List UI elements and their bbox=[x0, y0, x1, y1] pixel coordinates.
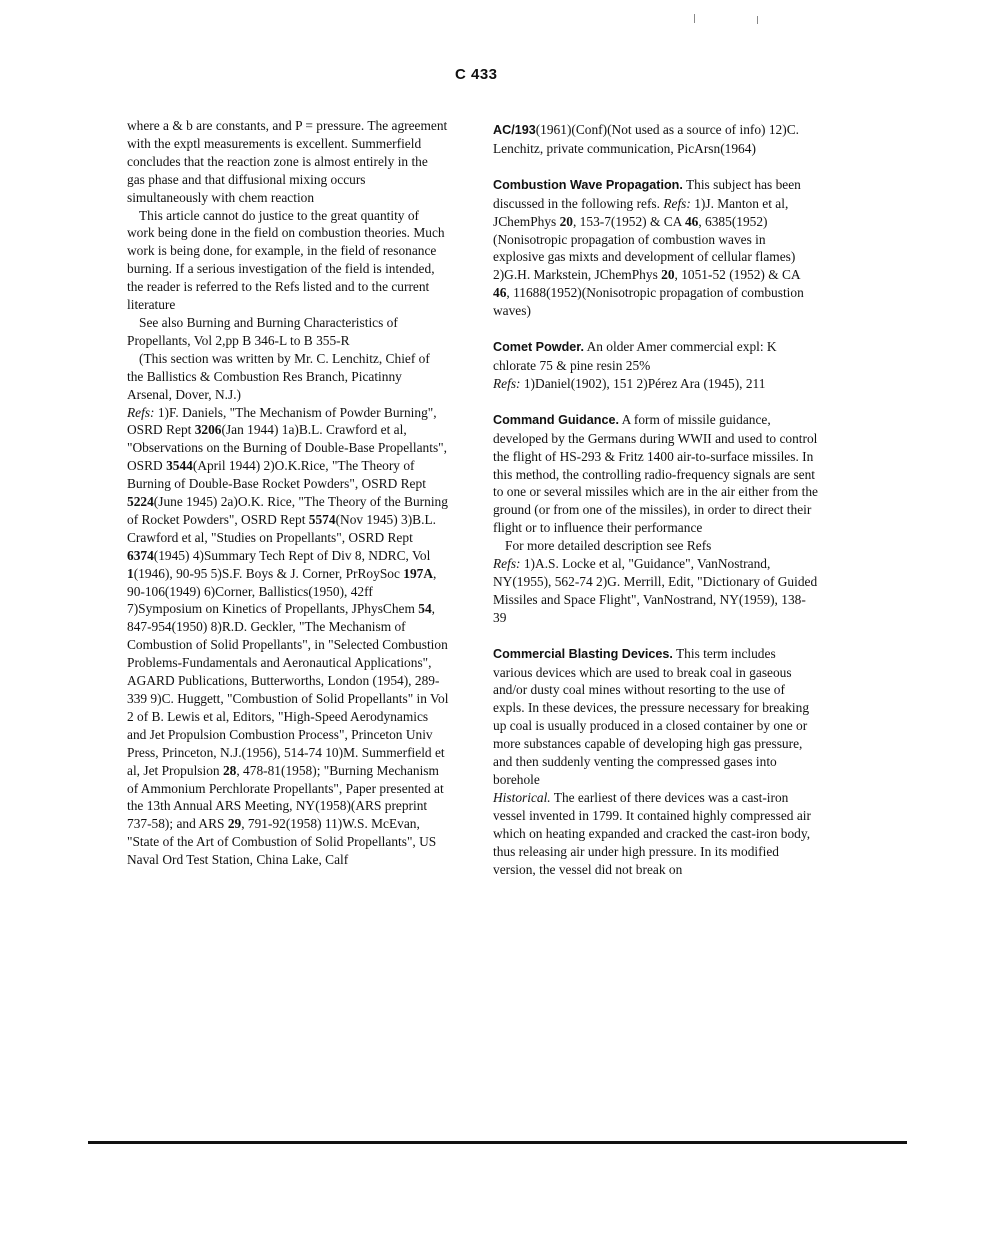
ref-bold: 20 bbox=[559, 213, 573, 229]
ref-bold: 28 bbox=[222, 762, 237, 778]
scan-speck bbox=[694, 14, 695, 23]
entry-refs bbox=[493, 555, 818, 627]
entry-text: , 1051-52 (1952) & CA bbox=[674, 267, 800, 283]
ref-text: (1945) 4)Summary Tech Rept of Div 8, NDRC, Vol bbox=[153, 547, 431, 563]
entry-text: For more detailed description see Refs bbox=[505, 538, 712, 554]
refs-label: Refs: bbox=[663, 195, 691, 211]
entry-title: Command Guidance. bbox=[493, 412, 619, 427]
entry-text: 1)A.S. Locke et al, "Guidance", VanNostrand, NY(1955), 562-74 2)G. Merrill, Edit, "Dictionary of Guided Missiles and Space Flight", VanNostrand, NY(1959), 138-39 bbox=[493, 556, 818, 625]
left-column bbox=[127, 117, 449, 869]
ref-text: 1)F. Daniels, "The Mechanism of Powder Burning", OSRD Rept bbox=[127, 404, 437, 438]
ref-text: (1946), 90-95 5)S.F. Boys & J. Corner, PrRoySoc bbox=[133, 565, 404, 581]
ref-bold: 6374 bbox=[127, 547, 154, 563]
spacer bbox=[493, 320, 818, 338]
entry-title: Commercial Blasting Devices. bbox=[493, 646, 673, 661]
ref-bold: 197A bbox=[403, 565, 434, 581]
subheading: Historical. bbox=[493, 789, 551, 805]
ref-text: (1961)(Conf)(Not used as a source of info) 12)C. Lenchitz, private communication, PicArsn(1964) bbox=[493, 122, 799, 156]
ref-bold: AC/193 bbox=[493, 123, 536, 137]
ref-bold: 46 bbox=[684, 213, 699, 229]
paragraph: This article cannot do justice to the great quantity of work being done in the field on combustion theories. Much work is being done, for example, in the field of resonance burning. If a serious investigation of the field is intended, the reader is referred to the Refs listed and to the current literature bbox=[127, 207, 445, 313]
entry-commercial-blasting-devices bbox=[493, 645, 818, 789]
ref-bold: 20 bbox=[661, 267, 675, 283]
entry-text: 1)J. Manton et al, JChemPhys bbox=[493, 195, 789, 229]
entry-text: , 11688(1952)(Nonisotropic propagation of combustion waves) bbox=[493, 285, 804, 319]
paragraph: See also Burning and Burning Characteristics of Propellants, Vol 2,pp B 346-L to B 355-R bbox=[127, 314, 398, 348]
ref-bold: 3206 bbox=[194, 422, 222, 438]
ref-bold: 3544 bbox=[166, 458, 193, 474]
ref-bold: 5224 bbox=[127, 494, 154, 510]
paragraph: where a & b are constants, and P = pressure. The agreement with the exptl measurements is excellent. Summerfield concludes that the reaction zone is almost entirely in the gas phase and that diffusional mixing occurs simultaneously with chem reaction bbox=[127, 118, 448, 205]
references-paragraph bbox=[127, 404, 449, 870]
ref-bold: 5574 bbox=[308, 511, 336, 527]
continued-reference bbox=[493, 121, 818, 158]
ref-text: , 847-954(1950) 8)R.D. Geckler, "The Mechanism of Combustion of Solid Propellants", in "Selected Combustion Problems-Fundamentals and Aeronautical Applications", AGARD Publications, Butterworths, London (1954), 289-339 9)C. Huggett, "Combustion of Solid Propellants" in Vol 2 of B. Lewis et al, Editors, "High-Speed Aerodynamics and Jet Propulsion Combustion Process", Princeton Univ Press, Princeton, N.J.(1956), 514-74 10)M. Summerfield et al, Jet Propulsion bbox=[127, 601, 449, 778]
entry-text: 1)Daniel(1902), 151 2)Pérez Ara (1945), 211 bbox=[520, 375, 766, 391]
ref-bold: 1 bbox=[127, 565, 134, 581]
entry-text: This term includes various devices which are used to break coal in gaseous and/or dusty coal mines without resorting to the use of expls. In these devices, the pressure necessary for breaking up coal is usually produced in a closed container by one or more substances capable of developing high gas pressure, and then suddenly venting the compressed gases into borehole bbox=[493, 645, 810, 787]
entry-combustion-wave-propagation bbox=[493, 176, 818, 320]
spacer bbox=[493, 627, 818, 645]
entry-title: Combustion Wave Propagation. bbox=[493, 177, 683, 192]
ref-text: , 478-81(1958); "Burning Mechanism of Ammonium Perchlorate Propellants", Paper presented at the 13th Annual ARS Meeting, NY(1958)(ARS preprint 737-58); and ARS bbox=[127, 762, 444, 832]
refs-label: Refs: bbox=[493, 556, 521, 572]
ref-text: (Nov 1945) 3)B.L. Crawford et al, "Studies on Propellants", OSRD Rept bbox=[127, 511, 436, 545]
entry-text: , 153-7(1952) & CA bbox=[572, 213, 685, 229]
ref-text: (June 1945) 2a)O.K. Rice, "The Theory of the Burning of Rocket Powders", OSRD Rept bbox=[127, 494, 448, 527]
scan-speck bbox=[757, 16, 758, 24]
entry-text: An older Amer commercial expl: K chlorate 75 & pine resin 25% bbox=[493, 339, 777, 373]
entry-text: This subject has been discussed in the following refs. bbox=[493, 176, 801, 211]
entry-text: , 6385(1952)(Nonisotropic propagation of combustion waves in explosive gas mixts and development of cellular flames) 2)G.H. Markstein, JChemPhys bbox=[493, 213, 796, 283]
refs-label: Refs: bbox=[127, 404, 155, 420]
entry-comet-powder bbox=[493, 338, 818, 375]
entry-refs bbox=[493, 375, 818, 393]
ref-text: (Jan 1944) 1a)B.L. Crawford et al, "Observations on the Burning of Double-Base Propellants", OSRD bbox=[127, 422, 447, 474]
entry-command-guidance bbox=[493, 411, 818, 537]
entry-title: Comet Powder. bbox=[493, 340, 584, 355]
right-column bbox=[493, 121, 818, 878]
ref-text: , 791-92(1958) 11)W.S. McEvan, "State of the Art of Combustion of Solid Propellants", US Naval Ord Test Station, China Lake, Calf bbox=[127, 816, 437, 868]
page-number: C 433 bbox=[455, 66, 498, 83]
ref-bold: 54 bbox=[418, 601, 432, 617]
entry-text: A form of missile guidance, developed by the Germans during WWII and used to control the flight of HS-293 & Fritz 1400 air-to-surface missiles. In this method, the controlling radio-frequency signals are sent to one or several missiles which are in the air either from the ground (or from one of the missiles), in order to direct their flight or to influence their performance bbox=[493, 411, 818, 536]
ref-text: (April 1944) 2)O.K.Rice, "The Theory of Burning of Double-Base Rocket Powders", OSRD Rept bbox=[127, 458, 426, 492]
ref-text: , 90-106(1949) 6)Corner, Ballistics(1950), 42ff 7)Symposium on Kinetics of Propellants, JPhysChem bbox=[127, 565, 437, 617]
entry-text: The earliest of there devices was a cast-iron vessel invented in 1799. It contained highly compressed air which on heating expanded and cracked the cast-iron body, thus releasing air under high pressure. In its modified version, the vessel did not break on bbox=[493, 789, 811, 877]
entry-historical bbox=[493, 789, 818, 879]
footer-rule bbox=[88, 1141, 907, 1144]
ref-bold: 46 bbox=[493, 285, 507, 301]
spacer bbox=[493, 158, 818, 176]
paragraph: (This section was written by Mr. C. Lenchitz, Chief of the Ballistics & Combustion Res Branch, Picatinny Arsenal, Dover, N.J.) bbox=[127, 350, 430, 402]
refs-label: Refs: bbox=[493, 375, 521, 391]
spacer bbox=[493, 393, 818, 411]
ref-bold: 29 bbox=[227, 816, 242, 832]
